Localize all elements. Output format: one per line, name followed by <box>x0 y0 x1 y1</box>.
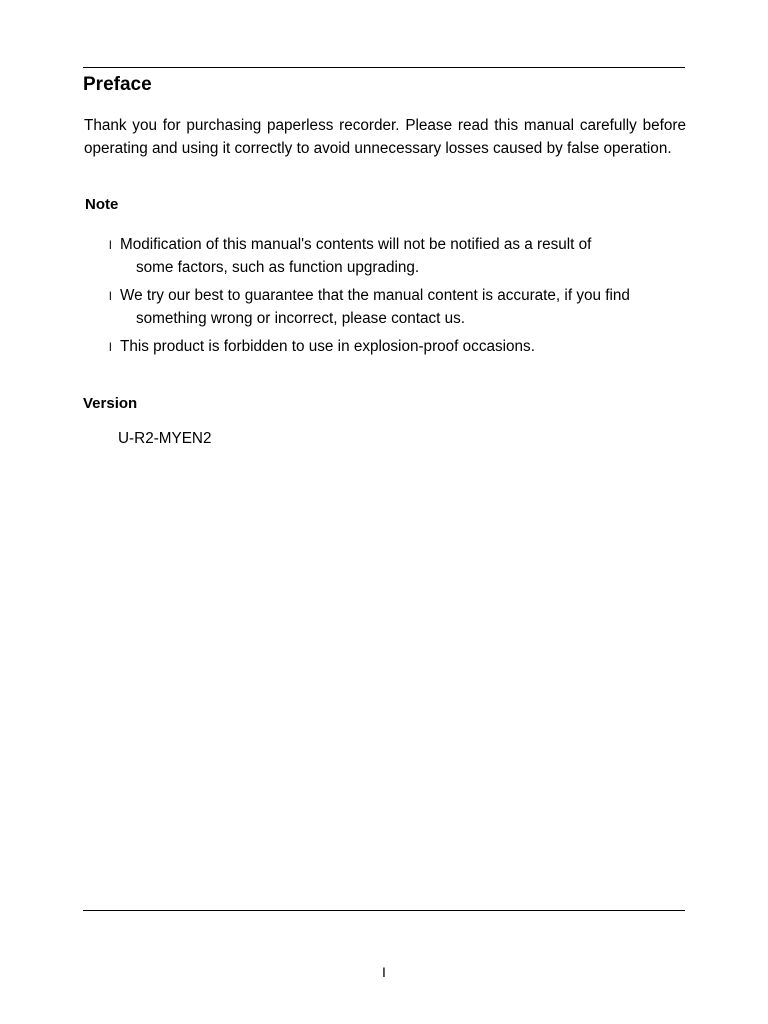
note-item-3-line-1: This product is forbidden to use in explosion-proof occasions. <box>120 338 535 355</box>
note-item-2-line-1: We try our best to guarantee that the manual content is accurate, if you find <box>120 287 630 304</box>
note-item-1-line-2: some factors, such as function upgrading. <box>136 258 420 276</box>
list-item <box>109 234 689 279</box>
bullet-icon: l <box>109 238 112 252</box>
page-number: I <box>382 964 386 980</box>
page-title: Preface <box>83 74 152 95</box>
list-item <box>109 336 689 359</box>
list-item <box>109 285 689 330</box>
version-value: U-R2-MYEN2 <box>118 430 212 447</box>
intro-paragraph: Thank you for purchasing paperless recorder. Please read this manual carefully before operating and using it correctly to avoid unnecessary losses caused by false operation. <box>84 117 686 157</box>
note-item-1-line-1: Modification of this manual's contents will not be notified as a result of <box>120 236 592 253</box>
bullet-icon: l <box>109 340 112 354</box>
header-rule <box>83 67 685 68</box>
note-item-2-line-2: something wrong or incorrect, please contact us. <box>136 309 466 327</box>
bullet-icon: l <box>109 289 112 303</box>
note-list <box>109 234 689 365</box>
note-heading: Note <box>85 196 119 213</box>
version-heading: Version <box>83 395 138 412</box>
footer-rule <box>83 910 685 911</box>
